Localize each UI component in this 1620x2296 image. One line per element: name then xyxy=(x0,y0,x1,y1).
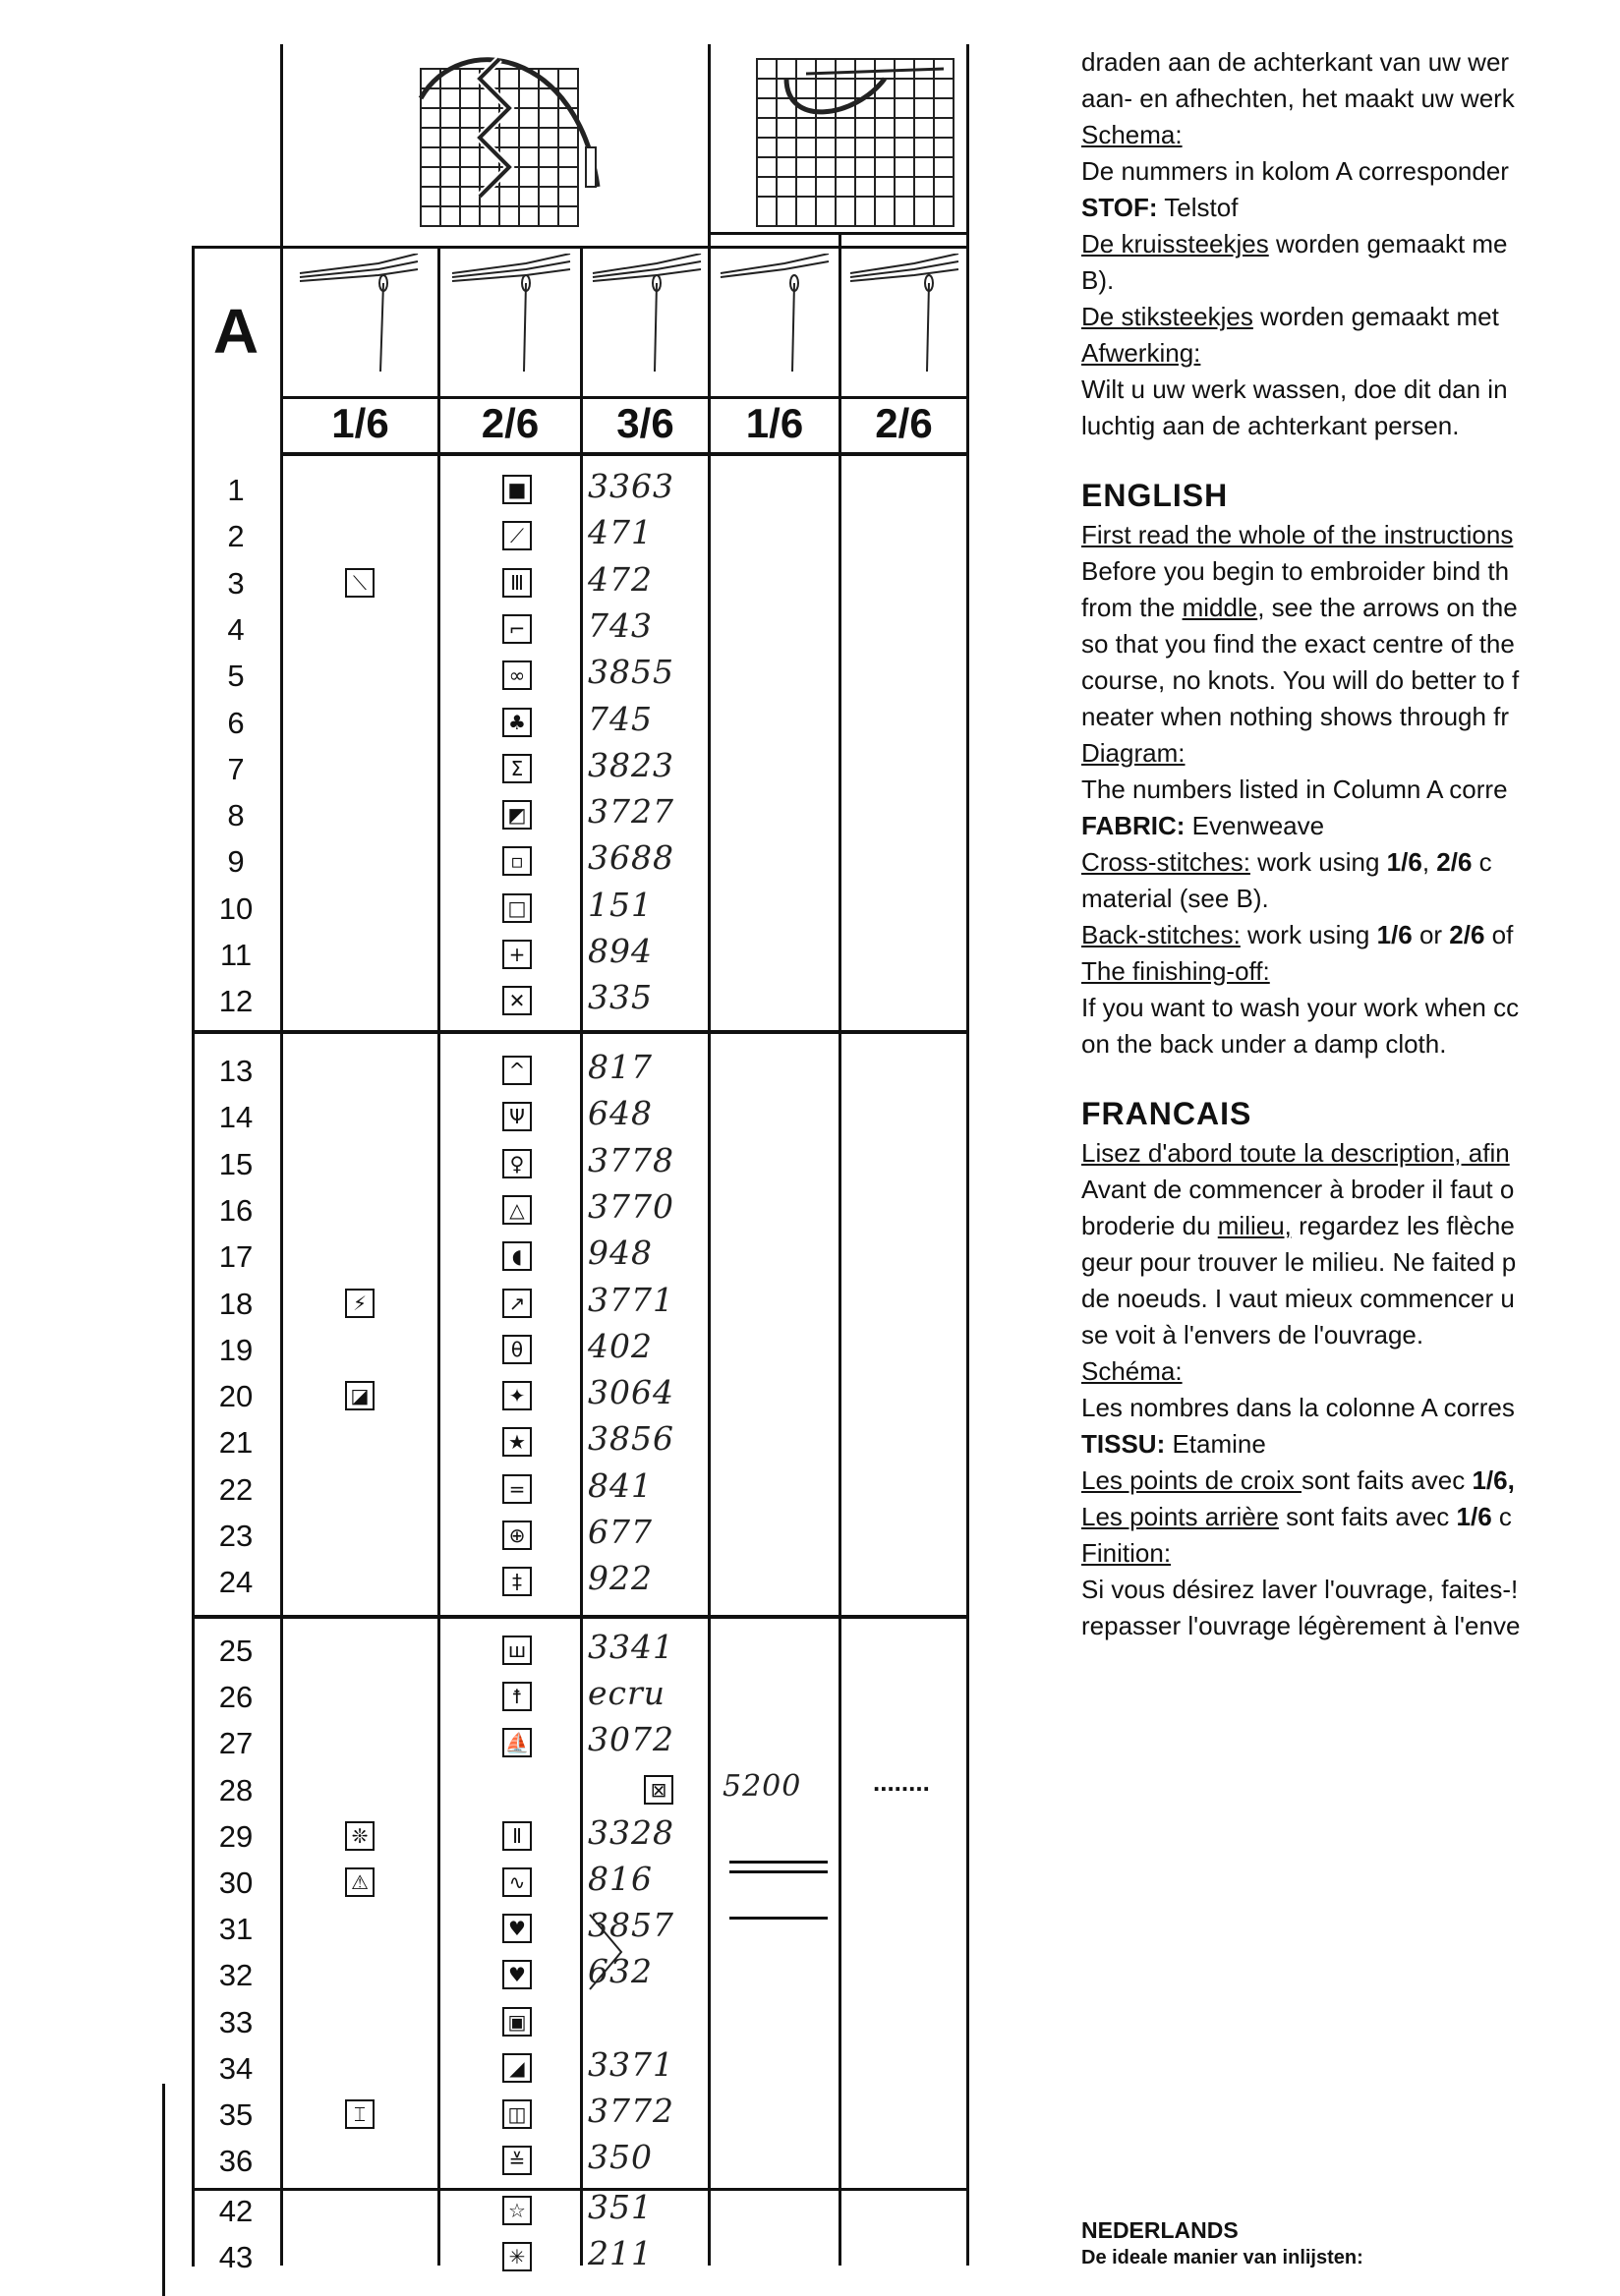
thread-code: 3072 xyxy=(588,1720,674,1758)
thread-code: 351 xyxy=(588,2188,653,2226)
symbol-icon: ⌶ xyxy=(345,2099,375,2129)
thread-code: 648 xyxy=(588,1094,653,1132)
text-run: worden gemaakt met xyxy=(1252,302,1499,331)
symbol-icon: □ xyxy=(502,893,532,923)
symbol-icon: ◫ xyxy=(502,2099,532,2129)
symbol-icon: ⚡ xyxy=(345,1289,375,1318)
table-header-rule xyxy=(280,396,968,399)
col-rule-1 xyxy=(280,44,283,2266)
text-line: Diagram: xyxy=(1081,738,1186,768)
text-line: draden aan de achterkant van uw wer xyxy=(1081,47,1510,77)
thread-code: 948 xyxy=(588,1234,653,1272)
text-line: First read the whole of the instructions xyxy=(1081,520,1514,549)
thread-code: 3855 xyxy=(588,653,674,691)
row-number: 6 xyxy=(227,706,245,740)
column-header-3: 3/6 xyxy=(616,400,674,446)
row-number: 12 xyxy=(218,984,254,1018)
stof-value: Telstof xyxy=(1164,193,1239,222)
symbol-icon: Σ xyxy=(502,754,532,783)
row-number: 7 xyxy=(227,752,245,786)
text-line: se voit à l'envers de l'ouvrage. xyxy=(1081,1320,1424,1349)
text-run: 2/6 xyxy=(1436,847,1473,877)
text-line: Lisez d'abord toute la description, afin xyxy=(1081,1138,1510,1168)
text-line: Avant de commencer à broder il faut o xyxy=(1081,1175,1515,1204)
text-line xyxy=(1081,1499,1592,1535)
symbol-icon: ★ xyxy=(502,1427,532,1457)
row-number: 2 xyxy=(227,519,245,553)
symbol-icon: ♣ xyxy=(502,708,532,737)
row-number: 15 xyxy=(218,1147,254,1181)
text-run: 1/6, xyxy=(1472,1465,1515,1495)
text-line: luchtig aan de achterkant persen. xyxy=(1081,411,1460,440)
text-line xyxy=(1081,190,1592,226)
symbol-icon: Ⅱ xyxy=(502,1821,532,1851)
text-line: B). xyxy=(1081,265,1115,295)
text-line: geur pour trouver le milieu. Ne faited p xyxy=(1081,1247,1517,1277)
row-number: 17 xyxy=(218,1239,254,1274)
row-number: 24 xyxy=(218,1565,254,1599)
row-number: 36 xyxy=(218,2144,254,2178)
text-run: Les points de croix xyxy=(1081,1465,1302,1495)
fabric-value: Evenweave xyxy=(1191,811,1325,840)
thread-code: 3770 xyxy=(588,1187,674,1226)
column-header-1: 1/6 xyxy=(331,400,389,446)
thread-code: 3856 xyxy=(588,1419,674,1458)
text-line: Si vous désirez laver l'ouvrage, faites-! xyxy=(1081,1575,1519,1604)
text-run: regardez les flèche xyxy=(1291,1211,1515,1240)
text-line xyxy=(1081,808,1592,844)
row-number: 27 xyxy=(218,1726,254,1760)
row-number: 4 xyxy=(227,612,245,647)
thread-code: 745 xyxy=(588,700,653,738)
thread-code: 743 xyxy=(588,606,653,645)
row-number: 19 xyxy=(218,1333,254,1367)
row-number: 28 xyxy=(218,1773,254,1808)
col-rule-4 xyxy=(708,44,711,2266)
symbol-icon: ^ xyxy=(502,1056,532,1085)
thread-code: 3688 xyxy=(588,838,674,877)
text-line: repasser l'ouvrage légèrement à l'enve xyxy=(1081,1611,1521,1640)
symbol-icon: ⟍ xyxy=(345,568,375,598)
symbol-icon: ☆ xyxy=(502,2196,532,2225)
column-a-label: A xyxy=(212,296,260,367)
symbol-icon: = xyxy=(502,1474,532,1504)
thread-code: 211 xyxy=(588,2234,653,2272)
bracket-mark xyxy=(586,1913,625,1991)
column-header-5: 2/6 xyxy=(875,400,933,446)
row-number: 18 xyxy=(218,1287,254,1321)
thread-code: 5200 xyxy=(723,1769,802,1804)
thread-code: 3772 xyxy=(588,2092,674,2130)
english-heading: ENGLISH xyxy=(1081,478,1229,513)
row-number: 29 xyxy=(218,1819,254,1854)
row-number: 26 xyxy=(218,1680,254,1714)
thread-code: 677 xyxy=(588,1513,653,1551)
symbol-icon: + xyxy=(502,940,532,969)
thread-code: 471 xyxy=(588,513,653,551)
symbol-icon: ∞ xyxy=(502,660,532,690)
symbol-icon: Ⅲ xyxy=(502,568,532,598)
column-header-4: 1/6 xyxy=(745,400,804,446)
symbol-icon: △ xyxy=(502,1195,532,1225)
text-run: of xyxy=(1484,920,1514,949)
symbol-icon: ◪ xyxy=(345,1381,375,1410)
row-number: 5 xyxy=(227,659,245,693)
col-rule-6 xyxy=(966,44,969,2266)
row-number: 42 xyxy=(218,2194,254,2228)
symbol-icon: ⚠ xyxy=(345,1867,375,1897)
symbol-icon: ◖ xyxy=(502,1241,532,1271)
text-line: Finition: xyxy=(1081,1538,1172,1568)
text-run: work using xyxy=(1240,920,1377,949)
text-run: 1/6 xyxy=(1376,920,1413,949)
symbol-icon: Ψ xyxy=(502,1102,532,1131)
text-run: sont faits avec xyxy=(1302,1465,1473,1495)
symbol-icon: ⛵ xyxy=(502,1728,532,1757)
row-number: 43 xyxy=(218,2240,254,2274)
row-number: 22 xyxy=(218,1472,254,1507)
thread-code: 151 xyxy=(588,886,653,924)
instructions-text xyxy=(1081,44,1592,1644)
needle-icon xyxy=(716,254,834,381)
row-number: 11 xyxy=(219,938,253,972)
thread-code: 816 xyxy=(588,1860,653,1898)
thread-code: 3727 xyxy=(588,792,674,831)
thread-code: ecru xyxy=(588,1674,666,1712)
symbol-icon: ♀ xyxy=(502,1149,532,1178)
stiksteekjes: De stiksteekjes xyxy=(1081,302,1253,331)
row-number: 14 xyxy=(218,1100,254,1134)
text-run: , see the arrows on the xyxy=(1257,593,1518,622)
text-line: Cross-stitches: work using 1/6, 2/6 c xyxy=(1081,847,1492,877)
row-number: 3 xyxy=(227,566,245,601)
text-line xyxy=(1081,1426,1592,1463)
symbol-icon: ❊ xyxy=(345,1821,375,1851)
thread-code: 402 xyxy=(588,1327,653,1365)
text-line: If you want to wash your work when cc xyxy=(1081,993,1520,1022)
text-line xyxy=(1081,590,1592,626)
text-line: de noeuds. I vaut mieux commencer u xyxy=(1081,1284,1515,1313)
tissu-label: TISSU: xyxy=(1081,1429,1166,1459)
text-run: sont faits avec xyxy=(1278,1502,1457,1531)
text-line: De nummers in kolom A corresponder xyxy=(1081,156,1509,186)
text-line: The finishing-off: xyxy=(1081,956,1270,986)
row-number: 20 xyxy=(218,1379,254,1413)
thread-code: 3371 xyxy=(588,2045,674,2084)
text-line: Afwerking: xyxy=(1081,338,1201,368)
symbol-icon: ✳ xyxy=(502,2242,532,2271)
thread-code: 894 xyxy=(588,932,653,970)
text-line: course, no knots. You will do better to f xyxy=(1081,665,1520,695)
text-line: material (see B). xyxy=(1081,884,1269,913)
needle-icon xyxy=(290,254,428,381)
text-run: c xyxy=(1491,1502,1512,1531)
bottom-subheading: De ideale manier van inlijsten: xyxy=(1081,2247,1363,2268)
text-line xyxy=(1081,1463,1592,1499)
text-run: work using xyxy=(1249,847,1387,877)
row-number: 1 xyxy=(227,473,245,507)
symbol-icon: ■ xyxy=(502,475,532,504)
symbol-icon: ≚ xyxy=(502,2146,532,2175)
thread-code: 632 xyxy=(588,1952,653,1990)
thread-code: 472 xyxy=(588,560,653,599)
text-line: neater when nothing shows through fr xyxy=(1081,702,1510,731)
double-line-mark xyxy=(729,1870,828,1873)
symbol-icon: ▫ xyxy=(502,846,532,876)
text-run: or xyxy=(1412,920,1450,949)
thread-code: 3823 xyxy=(588,746,674,784)
cross-stitch-diagram xyxy=(401,39,617,236)
row-number: 32 xyxy=(218,1958,254,1992)
text-line xyxy=(1081,917,1592,953)
symbol-icon: ⊠ xyxy=(644,1775,673,1805)
back-stitch-diagram xyxy=(747,39,973,236)
stof-label: STOF: xyxy=(1081,193,1158,222)
row-number: 34 xyxy=(218,2051,254,2086)
text-run: 2/6 xyxy=(1449,920,1485,949)
text-line: Schéma: xyxy=(1081,1356,1183,1386)
text-line xyxy=(1081,1208,1592,1244)
column-header-2: 2/6 xyxy=(481,400,540,446)
symbol-icon: ‡ xyxy=(502,1567,532,1596)
text-run: Les points arrière xyxy=(1081,1502,1279,1531)
thread-code: 335 xyxy=(588,978,653,1016)
symbol-icon: ∿ xyxy=(502,1867,532,1897)
col-rule-5 xyxy=(839,234,841,2266)
symbol-icon: ☨ xyxy=(502,1682,532,1711)
symbol-icon: ✦ xyxy=(502,1381,532,1410)
symbol-icon: θ xyxy=(502,1335,532,1364)
text-line xyxy=(1081,299,1592,335)
margin-bar xyxy=(162,2084,165,2296)
text-run: Back-stitches: xyxy=(1081,920,1241,949)
tissu-value: Etamine xyxy=(1165,1429,1266,1459)
text-line: Wilt u uw werk wassen, doe dit dan in xyxy=(1081,374,1508,404)
text-line xyxy=(1081,226,1592,262)
fabric-label: FABRIC: xyxy=(1081,811,1186,840)
row-number: 8 xyxy=(227,798,245,832)
row-number: 13 xyxy=(218,1054,254,1088)
symbol-icon: ✕ xyxy=(502,986,532,1015)
thread-code: 841 xyxy=(588,1466,653,1505)
text-line: on the back under a damp cloth. xyxy=(1081,1029,1447,1059)
dotted-line-mark: ........ xyxy=(873,1767,930,1797)
symbol-icon: ♥ xyxy=(502,1960,532,1989)
thread-code: 817 xyxy=(588,1048,653,1086)
row-number: 30 xyxy=(218,1866,254,1900)
row-number: 31 xyxy=(218,1912,254,1946)
row-number: 35 xyxy=(218,2097,254,2132)
text-run: 1/6 xyxy=(1456,1502,1492,1531)
text-run: milieu, xyxy=(1217,1211,1292,1240)
text-run: from the xyxy=(1081,593,1183,622)
text-run: c xyxy=(1472,847,1492,877)
needle-icon xyxy=(447,254,575,381)
symbol-icon: ♥ xyxy=(502,1914,532,1943)
symbol-icon: ⌐ xyxy=(502,614,532,644)
symbol-icon: ◩ xyxy=(502,800,532,830)
text-line: Les nombres dans la colonne A corres xyxy=(1081,1393,1515,1422)
text-run: Cross-stitches: xyxy=(1081,847,1250,877)
symbol-icon: ⊕ xyxy=(502,1521,532,1550)
col-rule-3 xyxy=(580,246,583,2266)
text-line: Before you begin to embroider bind th xyxy=(1081,556,1510,586)
text-line: Schema: xyxy=(1081,120,1183,149)
table-header-rule-2 xyxy=(280,452,968,456)
row-number: 25 xyxy=(218,1634,254,1668)
row-number: 33 xyxy=(218,2005,254,2039)
text-line: aan- en afhechten, het maakt uw werk xyxy=(1081,84,1515,113)
thread-code: 922 xyxy=(588,1559,653,1597)
kruissteekjes: De kruissteekjes xyxy=(1081,229,1269,258)
thread-code: 3341 xyxy=(588,1628,674,1666)
francais-heading: FRANCAIS xyxy=(1081,1096,1252,1131)
row-number: 9 xyxy=(227,844,245,879)
text-run: middle xyxy=(1182,593,1258,622)
symbol-icon: ↗ xyxy=(502,1289,532,1318)
row-number: 23 xyxy=(218,1519,254,1553)
row-number: 16 xyxy=(218,1193,254,1228)
thread-code: 3778 xyxy=(588,1141,674,1179)
text-run: worden gemaakt me xyxy=(1268,229,1508,258)
single-line-mark xyxy=(729,1917,828,1920)
text-run: broderie du xyxy=(1081,1211,1218,1240)
thread-code: 350 xyxy=(588,2138,653,2176)
thread-code: 3857 xyxy=(588,1906,674,1944)
thread-code: 3328 xyxy=(588,1813,674,1852)
thread-code: 3771 xyxy=(588,1281,674,1319)
row-number: 10 xyxy=(218,891,254,926)
text-line: so that you find the exact centre of the xyxy=(1081,629,1515,659)
row-number: 21 xyxy=(218,1425,254,1460)
thread-code: 3064 xyxy=(588,1373,674,1411)
thread-code: 3363 xyxy=(588,467,674,505)
bottom-heading: NEDERLANDS xyxy=(1081,2217,1239,2243)
text-run: 1/6 xyxy=(1386,847,1422,877)
needle-icon xyxy=(845,254,963,381)
symbol-icon: ш xyxy=(502,1636,532,1665)
needle-icon xyxy=(588,254,706,381)
symbol-icon: ⟋ xyxy=(502,521,532,550)
symbol-icon: ◢ xyxy=(502,2053,532,2083)
double-line-mark xyxy=(729,1861,828,1864)
col-rule-2 xyxy=(437,246,440,2266)
symbol-icon: ▣ xyxy=(502,2007,532,2037)
text-line: The numbers listed in Column A corre xyxy=(1081,775,1508,804)
